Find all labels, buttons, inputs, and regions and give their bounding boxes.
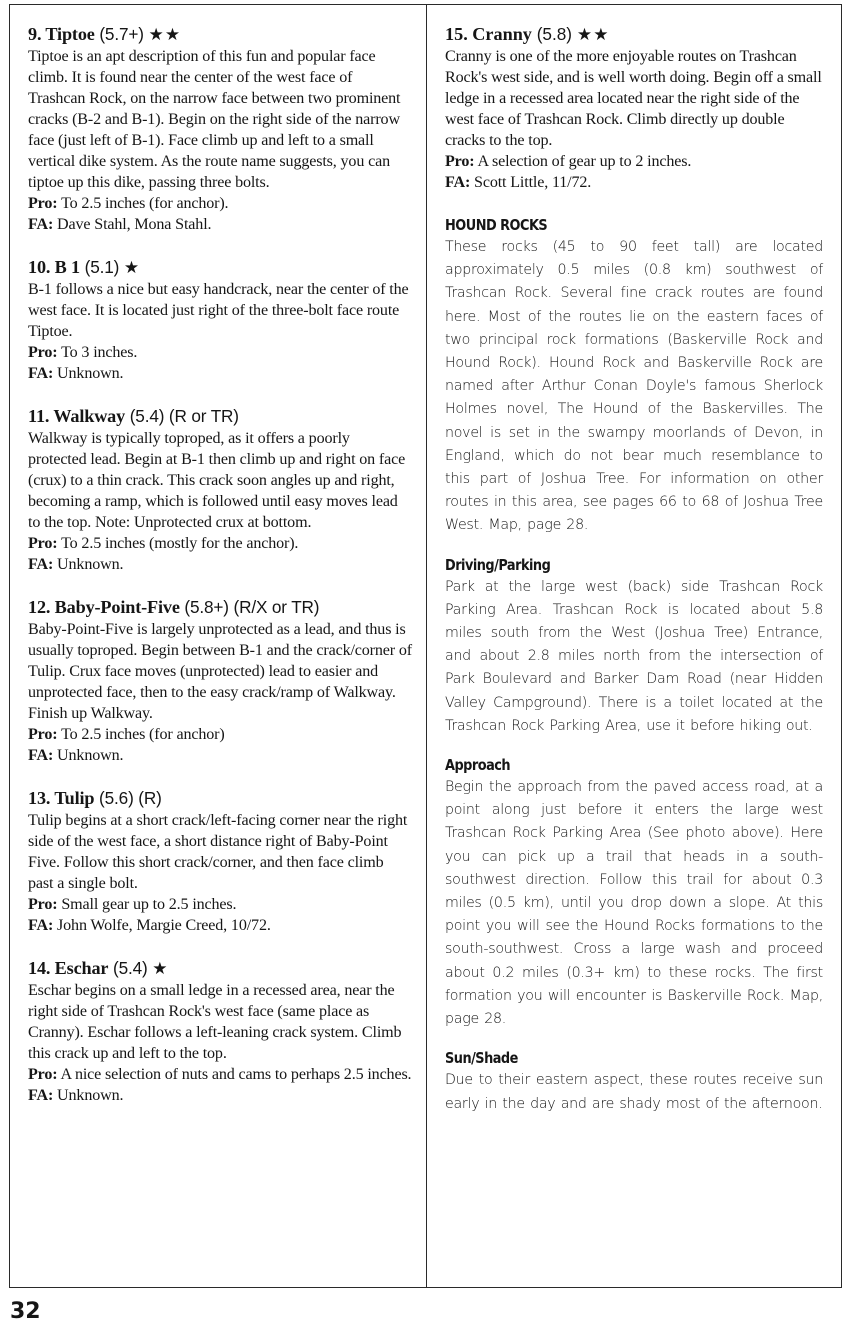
route-pro bbox=[445, 151, 823, 172]
route-heading bbox=[28, 787, 412, 809]
route-grade: (5.6) (R) bbox=[99, 788, 162, 808]
route-description: Eschar begins on a small ledge in a recessed area, near the right side of Trashcan Rock's west face (same place as Cranny). Eschar follows a left-leaning crack system. Climb this crack up and left to the top. bbox=[28, 982, 402, 1062]
route-pro bbox=[28, 724, 412, 745]
fa-value: Dave Stahl, Mona Stahl. bbox=[57, 216, 212, 233]
route-entry bbox=[28, 23, 412, 235]
section-heading: Approach bbox=[445, 756, 511, 775]
section-body: Due to their eastern aspect, these routes receive sun early in the day and are shady most of the afternoon. bbox=[445, 1072, 823, 1112]
route-entry bbox=[28, 596, 412, 766]
pro-label: Pro: bbox=[28, 195, 58, 212]
section-heading: Driving/Parking bbox=[445, 555, 551, 574]
pro-value: To 2.5 inches (mostly for the anchor). bbox=[61, 535, 299, 552]
route-fa bbox=[28, 915, 412, 936]
route-description: Cranny is one of the more enjoyable routes on Trashcan Rock's west side, and is well worth doing. Begin off a small ledge in a recessed area located near the right side of the west face of Trashcan Rock. Climb directly up double cracks to the top. bbox=[445, 48, 822, 149]
route-heading bbox=[28, 23, 412, 45]
route-name: 13. Tulip bbox=[28, 788, 95, 808]
pro-value: To 3 inches. bbox=[61, 344, 138, 361]
pro-value: A selection of gear up to 2 inches. bbox=[477, 153, 692, 170]
section-body: Begin the approach from the paved access road, at a point along just before it enters the large west Trashcan Rock Parking Area (See photo above). Here you can pick up a trail that heads in a south-southwest direction. Follow this trail for about 0.3 miles (0.5 km), until you drop down a slope. At this point you will see the Hound Rocks formations to the south-southwest. Cross a large wash and proceed about 0.2 miles (0.3+ km) to these rocks. The first formation you will encounter is Baskerville Rock. Map, page 28. bbox=[445, 779, 823, 1028]
route-fa bbox=[28, 1085, 412, 1106]
route-entry bbox=[445, 23, 823, 193]
route-pro bbox=[28, 193, 412, 214]
fa-value: Scott Little, 11/72. bbox=[474, 174, 592, 191]
fa-value: Unknown. bbox=[57, 365, 124, 382]
route-pro bbox=[28, 1064, 412, 1085]
route-pro bbox=[28, 342, 412, 363]
hound-rocks-section bbox=[445, 214, 823, 538]
route-grade: (5.7+) bbox=[99, 24, 144, 44]
fa-value: Unknown. bbox=[57, 1087, 124, 1104]
route-name: 15. Cranny bbox=[445, 24, 532, 44]
route-heading bbox=[28, 596, 412, 618]
route-name: 9. Tiptoe bbox=[28, 24, 95, 44]
right-column bbox=[445, 23, 823, 1116]
fa-label: FA: bbox=[445, 174, 471, 191]
route-heading bbox=[28, 256, 412, 278]
fa-label: FA: bbox=[28, 917, 54, 934]
pro-label: Pro: bbox=[28, 535, 58, 552]
route-grade: (5.4) (R or TR) bbox=[129, 406, 239, 426]
fa-value: Unknown. bbox=[57, 747, 124, 764]
route-entry bbox=[28, 256, 412, 384]
pro-value: A nice selection of nuts and cams to perhaps 2.5 inches. bbox=[60, 1066, 412, 1083]
route-fa bbox=[28, 745, 412, 766]
route-name: 12. Baby-Point-Five bbox=[28, 597, 180, 617]
star-rating: ★★ bbox=[576, 24, 610, 44]
page-number: 32 bbox=[10, 1299, 41, 1324]
route-grade: (5.4) bbox=[113, 958, 148, 978]
route-heading bbox=[28, 405, 412, 427]
pro-label: Pro: bbox=[28, 896, 58, 913]
fa-value: Unknown. bbox=[57, 556, 124, 573]
route-grade: (5.1) bbox=[84, 257, 120, 277]
pro-value: To 2.5 inches (for anchor) bbox=[61, 726, 225, 743]
route-heading bbox=[445, 23, 823, 45]
route-heading bbox=[28, 957, 412, 979]
star-rating: ★ bbox=[152, 958, 169, 978]
route-entry bbox=[28, 957, 412, 1106]
fa-label: FA: bbox=[28, 216, 54, 233]
fa-label: FA: bbox=[28, 1087, 54, 1104]
driving-parking-section bbox=[445, 554, 823, 738]
fa-value: John Wolfe, Margie Creed, 10/72. bbox=[57, 917, 271, 934]
section-heading: HOUND ROCKS bbox=[445, 216, 548, 234]
route-grade: (5.8+) (R/X or TR) bbox=[184, 597, 320, 617]
pro-label: Pro: bbox=[28, 344, 58, 361]
route-pro bbox=[28, 533, 412, 554]
section-body: These rocks (45 to 90 feet tall) are located approximately 0.5 miles (0.8 km) southwest of Trashcan Rock. Several fine crack routes are found here. Most of the routes lie on the eastern faces of two principal rock formations (Baskerville Rock and Hound Rock). Hound Rock and Baskerville Rock are named after Arthur Conan Doyle's famous Sherlock Holmes novel, The Hound of the Baskervilles. The novel is set in the swampy moorlands of Devon, in England, which do not bear much resemblance to this part of Joshua Tree. For information on other routes in this area, see pages 66 to 68 of Joshua Tree West. Map, page 28. bbox=[445, 239, 823, 534]
route-fa bbox=[28, 363, 412, 384]
route-name: 14. Eschar bbox=[28, 958, 109, 978]
star-rating: ★ bbox=[123, 257, 141, 277]
pro-label: Pro: bbox=[445, 153, 475, 170]
pro-label: Pro: bbox=[28, 726, 58, 743]
route-fa bbox=[28, 214, 412, 235]
section-heading: Sun/Shade bbox=[445, 1049, 518, 1068]
route-entry bbox=[28, 787, 412, 936]
pro-value: To 2.5 inches (for anchor). bbox=[61, 195, 229, 212]
fa-label: FA: bbox=[28, 747, 54, 764]
route-fa bbox=[445, 172, 823, 193]
route-name: 10. B 1 bbox=[28, 257, 81, 277]
approach-section bbox=[445, 754, 823, 1031]
fa-label: FA: bbox=[28, 365, 54, 382]
route-grade: (5.8) bbox=[536, 24, 573, 44]
route-description: Walkway is typically toproped, as it offers a poorly protected lead. Begin at B-1 then climb up and right on face (crux) to a thin crack. This crack soon angles up and right, becoming a ramp, which is followed until easy moves lead to the top. Note: Unprotected crux at bottom. bbox=[28, 430, 406, 531]
route-pro bbox=[28, 894, 412, 915]
left-column bbox=[28, 23, 412, 1127]
star-rating: ★★ bbox=[148, 24, 182, 44]
route-description: Baby-Point-Five is largely unprotected as a lead, and thus is usually toproped. Begin between B-1 and the crack/corner of Tulip. Crux face moves (unprotected) lead to easier and unprotected face, then to the easy crack/ramp of Walkway. Finish up Walkway. bbox=[28, 621, 412, 722]
fa-label: FA: bbox=[28, 556, 54, 573]
route-description: Tiptoe is an apt description of this fun and popular face climb. It is found near the center of the west face of Trashcan Rock, on the narrow face between two prominent cracks (B-2 and B-1). Begin on the right side of the narrow face (just left of B-1). Face climb up and left to a small vertical dike system. As the route name suggests, you can tiptoe up this dike, passing three bolts. bbox=[28, 48, 401, 191]
pro-value: Small gear up to 2.5 inches. bbox=[61, 896, 237, 913]
column-divider bbox=[426, 4, 427, 1288]
section-body: Park at the large west (back) side Trashcan Rock Parking Area. Trashcan Rock is located about 5.8 miles south from the West (Joshua Tree) Entrance, and about 2.8 miles north from the intersection of Park Boulevard and Barker Dam Road (near Hidden Valley Campground). There is a toilet located at the Trashcan Rock Parking Area, use it before hiking out. bbox=[445, 578, 823, 734]
route-entry bbox=[28, 405, 412, 575]
pro-label: Pro: bbox=[28, 1066, 58, 1083]
sun-shade-section bbox=[445, 1047, 823, 1115]
route-description: Tulip begins at a short crack/left-facing corner near the right side of the west face, a short distance right of Baby-Point Five. Follow this short crack/corner, and then face climb past a single bolt. bbox=[28, 812, 408, 892]
route-fa bbox=[28, 554, 412, 575]
route-description: B-1 follows a nice but easy handcrack, near the center of the west face. It is located just right of the three-bolt face route Tiptoe. bbox=[28, 281, 409, 340]
route-name: 11. Walkway bbox=[28, 406, 126, 426]
